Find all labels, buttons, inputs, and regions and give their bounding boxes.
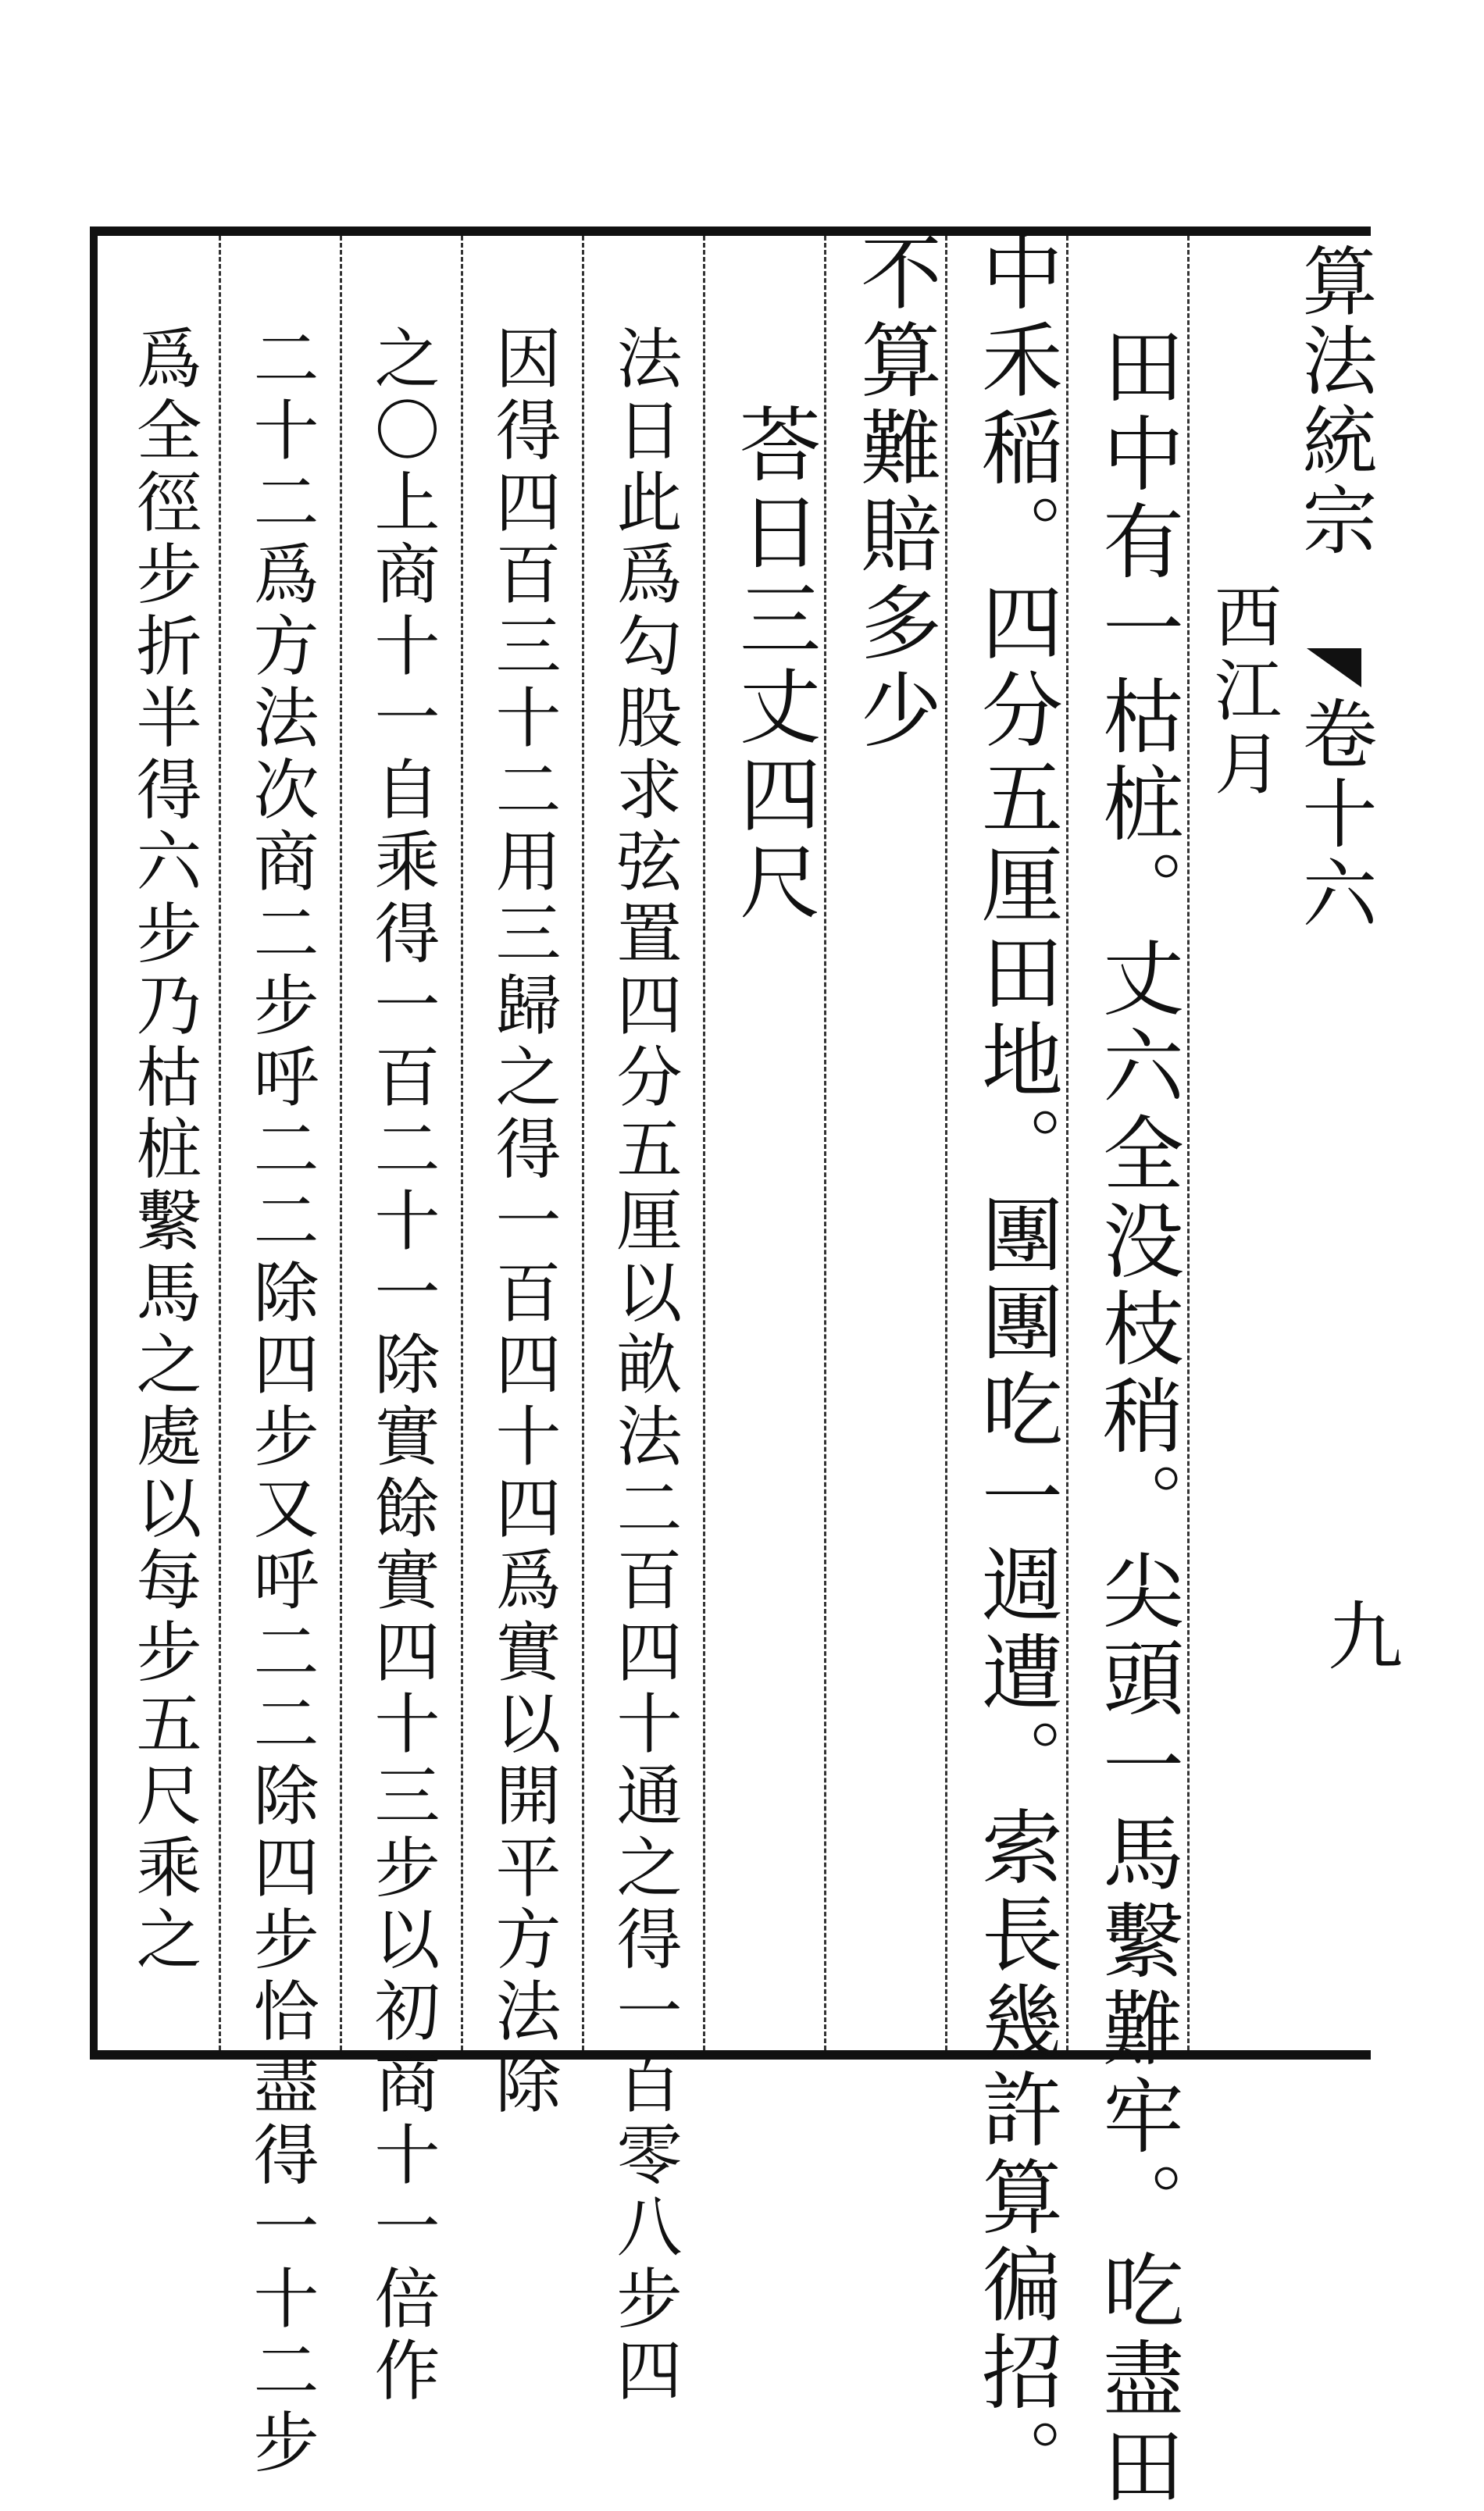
- method-line-3: 之〇上商十一自乘得一百二十一除實餘實四十三步以初商十一倍作: [364, 324, 441, 2408]
- book-title: [1281, 242, 1388, 561]
- problem-line-1: 田中有一枯桩。丈六全没枝稍。尖頭一馬繫難牢。吃盡田: [1089, 324, 1184, 2511]
- column-rule: [219, 236, 221, 2050]
- answer-line: 荅日三丈四尺: [726, 402, 821, 927]
- column-rule: [945, 236, 947, 2050]
- column-rule: [1066, 236, 1068, 2050]
- problem-line-3: 不算難賠多少: [847, 230, 942, 755]
- page-number: 九: [1328, 1593, 1403, 1681]
- method-line-1: 法日此爲勾股求弦置四分五厘以畝法二百四十通之得一百零八步四: [606, 324, 683, 2408]
- problem-line-2: 中禾稲。四分五厘田地。團團吃一週遭。索長幾許算徧招。: [968, 230, 1063, 2505]
- column-rule: [824, 236, 826, 2050]
- method-line-2: 因得四百三十二用三歸之得一百四十四爲實以開平方法除: [485, 324, 562, 2120]
- tune-title: 西江月: [1203, 582, 1281, 802]
- frame-top-border: [90, 226, 1371, 236]
- column-rule: [703, 236, 705, 2050]
- column-rule: [1187, 236, 1190, 2050]
- column-rule: [340, 236, 342, 2050]
- method-line-4: 二十二爲方法次商二步呼二二除四步又呼二二除四步恰盡得一十二步: [243, 324, 319, 2480]
- fishtail-mark-icon: [1307, 648, 1361, 687]
- volume-text: 卷十六: [1290, 695, 1378, 934]
- volume-label: [1281, 640, 1388, 934]
- frame-left-border: [90, 226, 98, 2060]
- column-rule: [582, 236, 584, 2050]
- column-rule: [461, 236, 463, 2050]
- book-title-text: 算法統宗: [1290, 242, 1378, 561]
- method-line-5: 爲全徑步折半得六步乃枯桩繫馬之處以每步五尺乘之: [126, 324, 202, 1977]
